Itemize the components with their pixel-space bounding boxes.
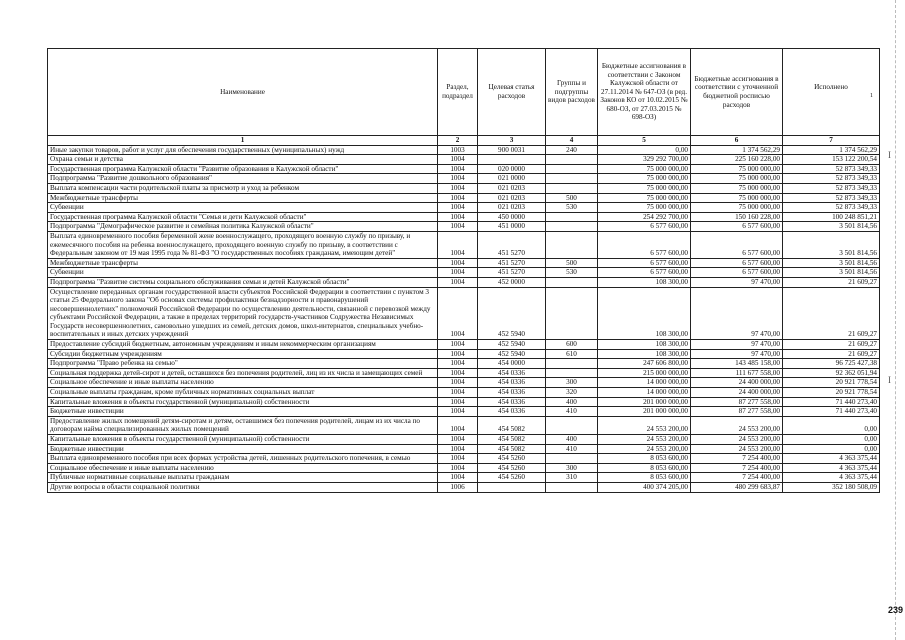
col-header-refined: Бюджетные ассигнования в соответствии с уточненной бюджетной росписью расходов — [691, 49, 783, 136]
cell-section: 1004 — [438, 164, 478, 174]
cell-refined: 1 374 562,29 — [691, 145, 783, 155]
cell-refined: 6 577 600,00 — [691, 258, 783, 268]
cell-group: 300 — [546, 378, 598, 388]
margin-tick: I — [888, 375, 891, 385]
cell-refined: 97 470,00 — [691, 349, 783, 359]
cell-law: 75 000 000,00 — [598, 174, 691, 184]
cell-target: 454 0336 — [478, 407, 546, 417]
cell-name: Капитальные вложения в объекты государственной (муниципальной) собственности — [48, 397, 438, 407]
cell-executed: 52 873 349,33 — [783, 164, 880, 174]
cell-executed: 52 873 349,33 — [783, 183, 880, 193]
cell-section: 1004 — [438, 388, 478, 398]
col-number: 2 — [438, 136, 478, 146]
table-row — [48, 349, 880, 359]
cell-group: 500 — [546, 193, 598, 203]
cell-group — [546, 368, 598, 378]
cell-refined: 225 160 228,00 — [691, 155, 783, 165]
cell-law: 75 000 000,00 — [598, 164, 691, 174]
cell-law: 14 000 000,00 — [598, 388, 691, 398]
cell-section: 1004 — [438, 473, 478, 483]
cell-executed: 71 440 273,40 — [783, 407, 880, 417]
cell-section: 1004 — [438, 397, 478, 407]
cell-law: 247 606 800,00 — [598, 359, 691, 369]
cell-law: 24 553 200,00 — [598, 444, 691, 454]
page-number: 239 — [887, 605, 903, 615]
cell-name: Подпрограмма "Развитие системы социального обслуживания семьи и детей Калужской области" — [48, 277, 438, 287]
col-number: 3 — [478, 136, 546, 146]
cell-group — [546, 212, 598, 222]
cell-group — [546, 174, 598, 184]
cell-target: 021 0203 — [478, 193, 546, 203]
cell-name: Социальная поддержка детей-сирот и детей, оставшихся без попечения родителей, лиц из их числа и замещающих семей — [48, 368, 438, 378]
table-row — [48, 193, 880, 203]
cell-executed: 20 921 778,54 — [783, 388, 880, 398]
cell-section: 1004 — [438, 349, 478, 359]
cell-refined: 75 000 000,00 — [691, 174, 783, 184]
margin-tick: I — [888, 150, 891, 160]
cell-executed: 0,00 — [783, 416, 880, 434]
cell-refined: 24 400 000,00 — [691, 378, 783, 388]
cell-law: 201 000 000,00 — [598, 397, 691, 407]
cell-group — [546, 277, 598, 287]
cell-section: 1004 — [438, 212, 478, 222]
table-row — [48, 155, 880, 165]
cell-refined: 7 254 400,00 — [691, 473, 783, 483]
cell-refined: 480 299 683,87 — [691, 482, 783, 492]
cell-name: Предоставление субсидий бюджетным, автономным учреждениям и иным некоммерческим организациям — [48, 340, 438, 350]
cell-group: 530 — [546, 203, 598, 213]
cell-executed: 21 609,27 — [783, 287, 880, 340]
cell-target: 020 0000 — [478, 164, 546, 174]
cell-section: 1004 — [438, 416, 478, 434]
col-header-name: Наименование — [48, 49, 438, 136]
cell-group — [546, 164, 598, 174]
cell-refined: 24 553 200,00 — [691, 444, 783, 454]
cell-executed: 4 363 375,44 — [783, 463, 880, 473]
cell-section: 1004 — [438, 378, 478, 388]
cell-section: 1004 — [438, 287, 478, 340]
cell-group — [546, 155, 598, 165]
cell-name: Субсидии бюджетным учреждениям — [48, 349, 438, 359]
cell-name: Выплата единовременного пособия беременной жене военнослужащего, проходящего военную службу по призыву, и ежемесячного пособия на ребенка военнослужащего, проходящего военную службу по призыву, в соответствии с Федеральным законом от 19 мая 1995 года № 81-ФЗ "О государственных пособиях гражданам, имеющим детей" — [48, 231, 438, 258]
cell-section: 1004 — [438, 463, 478, 473]
cell-name: Предоставление жилых помещений детям-сиротам и детям, оставшимся без попечения родителей, лицам из их числа по договорам найма специализированных жилых помещений — [48, 416, 438, 434]
cell-target: 451 5270 — [478, 268, 546, 278]
table-row — [48, 258, 880, 268]
cell-name: Охрана семьи и детства — [48, 155, 438, 165]
cell-section: 1004 — [438, 454, 478, 464]
cell-law: 14 000 000,00 — [598, 378, 691, 388]
col-header-section: Раздел, подраздел — [438, 49, 478, 136]
col-number: 7 — [783, 136, 880, 146]
cell-name: Подпрограмма "Развитие дошкольного образования" — [48, 174, 438, 184]
cell-refined: 97 470,00 — [691, 277, 783, 287]
cell-target: 454 5260 — [478, 473, 546, 483]
cell-law: 24 553 200,00 — [598, 435, 691, 445]
cell-target — [478, 482, 546, 492]
cell-executed: 21 609,27 — [783, 277, 880, 287]
cell-name: Подпрограмма "Право ребенка на семью" — [48, 359, 438, 369]
cell-law: 8 053 600,00 — [598, 454, 691, 464]
cell-executed: 4 363 375,44 — [783, 473, 880, 483]
cell-section: 1004 — [438, 277, 478, 287]
cell-name: Бюджетные инвестиции — [48, 407, 438, 417]
cell-group: 320 — [546, 388, 598, 398]
cell-target — [478, 155, 546, 165]
cell-target: 454 0000 — [478, 359, 546, 369]
cell-section: 1004 — [438, 368, 478, 378]
cell-law: 108 300,00 — [598, 277, 691, 287]
cell-refined: 6 577 600,00 — [691, 231, 783, 258]
cell-group: 530 — [546, 268, 598, 278]
table-row — [48, 378, 880, 388]
table-row — [48, 416, 880, 434]
cell-executed: 96 725 427,38 — [783, 359, 880, 369]
cell-section: 1004 — [438, 203, 478, 213]
cell-name: Выплата компенсации части родительской платы за присмотр и уход за ребенком — [48, 183, 438, 193]
cell-target: 452 5940 — [478, 340, 546, 350]
cell-law: 6 577 600,00 — [598, 222, 691, 232]
cell-name: Государственная программа Калужской области "Развитие образования в Калужской области" — [48, 164, 438, 174]
cell-executed: 21 609,27 — [783, 340, 880, 350]
col-header-law: Бюджетные ассигнования в соответствии с Законом Калужской области от 27.11.2014 № 647-ОЗ (в ред. Законов КО от 10.02.2015 № 680-ОЗ, от 27.03.2015 № 698-ОЗ) — [598, 49, 691, 136]
cell-group — [546, 359, 598, 369]
executed-label: Исполнено — [814, 83, 848, 92]
cell-refined: 75 000 000,00 — [691, 183, 783, 193]
cell-law: 6 577 600,00 — [598, 268, 691, 278]
cell-group — [546, 287, 598, 340]
cell-group: 410 — [546, 407, 598, 417]
cell-name: Другие вопросы в области социальной политики — [48, 482, 438, 492]
cell-executed: 3 501 814,56 — [783, 268, 880, 278]
table-row — [48, 212, 880, 222]
cell-executed: 52 873 349,33 — [783, 193, 880, 203]
cell-target: 451 0000 — [478, 222, 546, 232]
cell-target: 454 5082 — [478, 435, 546, 445]
cell-name: Иные закупки товаров, работ и услуг для обеспечения государственных (муниципальных) нужд — [48, 145, 438, 155]
table-row — [48, 473, 880, 483]
table-row — [48, 231, 880, 258]
cell-law: 75 000 000,00 — [598, 183, 691, 193]
table-row — [48, 397, 880, 407]
col-number: 1 — [48, 136, 438, 146]
cell-target: 021 0203 — [478, 183, 546, 193]
table-row — [48, 164, 880, 174]
cell-law: 6 577 600,00 — [598, 231, 691, 258]
table-row — [48, 277, 880, 287]
header-row — [48, 49, 880, 136]
col-header-target: Целевая статья расходов — [478, 49, 546, 136]
executed-note: 1 — [870, 93, 873, 99]
cell-group: 410 — [546, 444, 598, 454]
table-row — [48, 463, 880, 473]
cell-refined: 97 470,00 — [691, 287, 783, 340]
table-row — [48, 222, 880, 232]
cell-section: 1004 — [438, 155, 478, 165]
cell-refined: 24 553 200,00 — [691, 435, 783, 445]
cell-executed: 100 248 851,21 — [783, 212, 880, 222]
cell-section: 1004 — [438, 435, 478, 445]
cell-group — [546, 482, 598, 492]
cell-name: Публичные нормативные социальные выплаты гражданам — [48, 473, 438, 483]
cell-target: 452 5940 — [478, 349, 546, 359]
cell-section: 1004 — [438, 231, 478, 258]
cell-section: 1004 — [438, 174, 478, 184]
cell-executed: 3 501 814,56 — [783, 231, 880, 258]
cell-section: 1004 — [438, 222, 478, 232]
table-row — [48, 359, 880, 369]
table-row — [48, 287, 880, 340]
cell-name: Социальные выплаты гражданам, кроме публичных нормативных социальных выплат — [48, 388, 438, 398]
cell-section: 1004 — [438, 193, 478, 203]
cell-refined: 7 254 400,00 — [691, 454, 783, 464]
cell-name: Субвенции — [48, 203, 438, 213]
cell-group — [546, 231, 598, 258]
cell-refined: 24 553 200,00 — [691, 416, 783, 434]
cell-name: Межбюджетные трансферты — [48, 258, 438, 268]
cell-name: Осуществление переданных органам государственной власти субъектов Российской Федерации в соответствии с пунктом 3 статьи 25 Федерального закона "Об основах системы профилактики безнадзорности и правонарушений несовершеннолетних" полномочий Российской Федерации по осуществлению деятельности, связанной с перевозкой между субъектами Российской Федерации, а также в пределах территорий государств-участников Содружества Независимых Государств несовершеннолетних, самовольно ушедших из семей, детских домов, школ-интернатов, специальных учебно-воспитательных и иных детских учреждений — [48, 287, 438, 340]
col-number: 5 — [598, 136, 691, 146]
table-row — [48, 482, 880, 492]
cell-target: 454 5260 — [478, 463, 546, 473]
cell-executed: 0,00 — [783, 435, 880, 445]
cell-target: 452 0000 — [478, 277, 546, 287]
cell-law: 108 300,00 — [598, 340, 691, 350]
cell-executed: 0,00 — [783, 444, 880, 454]
cell-target: 454 0336 — [478, 368, 546, 378]
cell-section: 1004 — [438, 407, 478, 417]
cell-executed: 20 921 778,54 — [783, 378, 880, 388]
cell-executed: 52 873 349,33 — [783, 174, 880, 184]
cell-section: 1004 — [438, 340, 478, 350]
cell-executed: 52 873 349,33 — [783, 203, 880, 213]
table-row — [48, 407, 880, 417]
cell-executed: 153 122 200,54 — [783, 155, 880, 165]
cell-target: 454 0336 — [478, 397, 546, 407]
cell-section: 1004 — [438, 444, 478, 454]
cell-executed: 4 363 375,44 — [783, 454, 880, 464]
table-row — [48, 174, 880, 184]
cell-law: 75 000 000,00 — [598, 203, 691, 213]
cell-section: 1004 — [438, 268, 478, 278]
cell-group: 400 — [546, 435, 598, 445]
cell-law: 108 300,00 — [598, 349, 691, 359]
cell-group: 400 — [546, 397, 598, 407]
cell-name: Государственная программа Калужской области "Семья и дети Калужской области" — [48, 212, 438, 222]
table-row — [48, 145, 880, 155]
cell-group — [546, 416, 598, 434]
cell-refined: 87 277 558,00 — [691, 397, 783, 407]
cell-name: Выплата единовременного пособия при всех формах устройства детей, лишенных родительского попечения, в семью — [48, 454, 438, 464]
cell-section: 1004 — [438, 183, 478, 193]
cell-target: 454 0336 — [478, 388, 546, 398]
cell-executed: 1 374 562,29 — [783, 145, 880, 155]
cell-law: 201 000 000,00 — [598, 407, 691, 417]
cell-target: 452 5940 — [478, 287, 546, 340]
cell-refined: 75 000 000,00 — [691, 203, 783, 213]
cell-refined: 75 000 000,00 — [691, 164, 783, 174]
cell-name: Капитальные вложения в объекты государственной (муниципальной) собственности — [48, 435, 438, 445]
table-row — [48, 203, 880, 213]
cell-group: 500 — [546, 258, 598, 268]
cell-refined: 24 400 000,00 — [691, 388, 783, 398]
cell-law: 24 553 200,00 — [598, 416, 691, 434]
cell-law: 6 577 600,00 — [598, 258, 691, 268]
col-number: 6 — [691, 136, 783, 146]
table-row — [48, 368, 880, 378]
cell-target: 451 5270 — [478, 258, 546, 268]
cell-refined: 111 677 558,00 — [691, 368, 783, 378]
cell-refined: 6 577 600,00 — [691, 222, 783, 232]
table-row — [48, 435, 880, 445]
cell-refined: 7 254 400,00 — [691, 463, 783, 473]
cell-executed: 3 501 814,56 — [783, 258, 880, 268]
cell-executed: 71 440 273,40 — [783, 397, 880, 407]
cell-name: Подпрограмма "Демографическое развитие и семейная политика Калужской области" — [48, 222, 438, 232]
table-row — [48, 454, 880, 464]
cell-law: 8 053 600,00 — [598, 473, 691, 483]
col-header-executed — [783, 49, 880, 136]
cell-group: 310 — [546, 473, 598, 483]
cell-target: 454 5260 — [478, 454, 546, 464]
cell-target: 021 0203 — [478, 203, 546, 213]
cell-law: 8 053 600,00 — [598, 463, 691, 473]
page-edge-line — [895, 0, 896, 640]
cell-law: 215 000 000,00 — [598, 368, 691, 378]
column-number-row — [48, 136, 880, 146]
table-row — [48, 268, 880, 278]
cell-section: 1006 — [438, 482, 478, 492]
cell-target: 900 0031 — [478, 145, 546, 155]
cell-group: 610 — [546, 349, 598, 359]
cell-name: Бюджетные инвестиции — [48, 444, 438, 454]
cell-name: Межбюджетные трансферты — [48, 193, 438, 203]
cell-section: 1004 — [438, 359, 478, 369]
cell-refined: 6 577 600,00 — [691, 268, 783, 278]
cell-refined: 150 160 228,00 — [691, 212, 783, 222]
cell-law: 108 300,00 — [598, 287, 691, 340]
cell-law: 400 374 205,00 — [598, 482, 691, 492]
cell-executed: 21 609,27 — [783, 349, 880, 359]
table-row — [48, 340, 880, 350]
cell-group: 300 — [546, 463, 598, 473]
cell-refined: 97 470,00 — [691, 340, 783, 350]
cell-law: 0,00 — [598, 145, 691, 155]
cell-refined: 87 277 558,00 — [691, 407, 783, 417]
col-header-group: Группы и подгруппы видов расходов — [546, 49, 598, 136]
cell-executed: 3 501 814,56 — [783, 222, 880, 232]
cell-law: 329 292 700,00 — [598, 155, 691, 165]
cell-group: 240 — [546, 145, 598, 155]
cell-target: 454 5082 — [478, 416, 546, 434]
cell-target: 021 0000 — [478, 174, 546, 184]
cell-section: 1004 — [438, 258, 478, 268]
cell-group — [546, 454, 598, 464]
cell-section: 1003 — [438, 145, 478, 155]
cell-group — [546, 183, 598, 193]
table-row — [48, 388, 880, 398]
cell-target: 454 0336 — [478, 378, 546, 388]
cell-executed: 352 180 508,09 — [783, 482, 880, 492]
cell-refined: 75 000 000,00 — [691, 193, 783, 203]
cell-executed: 92 362 051,94 — [783, 368, 880, 378]
cell-group: 600 — [546, 340, 598, 350]
col-number: 4 — [546, 136, 598, 146]
cell-law: 254 292 700,00 — [598, 212, 691, 222]
cell-refined: 143 485 158,00 — [691, 359, 783, 369]
cell-target: 454 5082 — [478, 444, 546, 454]
cell-name: Субвенции — [48, 268, 438, 278]
table-row — [48, 183, 880, 193]
cell-law: 75 000 000,00 — [598, 193, 691, 203]
cell-name: Социальное обеспечение и иные выплаты населению — [48, 378, 438, 388]
budget-table — [47, 48, 880, 493]
cell-target: 450 0000 — [478, 212, 546, 222]
cell-target: 451 5270 — [478, 231, 546, 258]
table-row — [48, 444, 880, 454]
cell-group — [546, 222, 598, 232]
cell-name: Социальное обеспечение и иные выплаты населению — [48, 463, 438, 473]
